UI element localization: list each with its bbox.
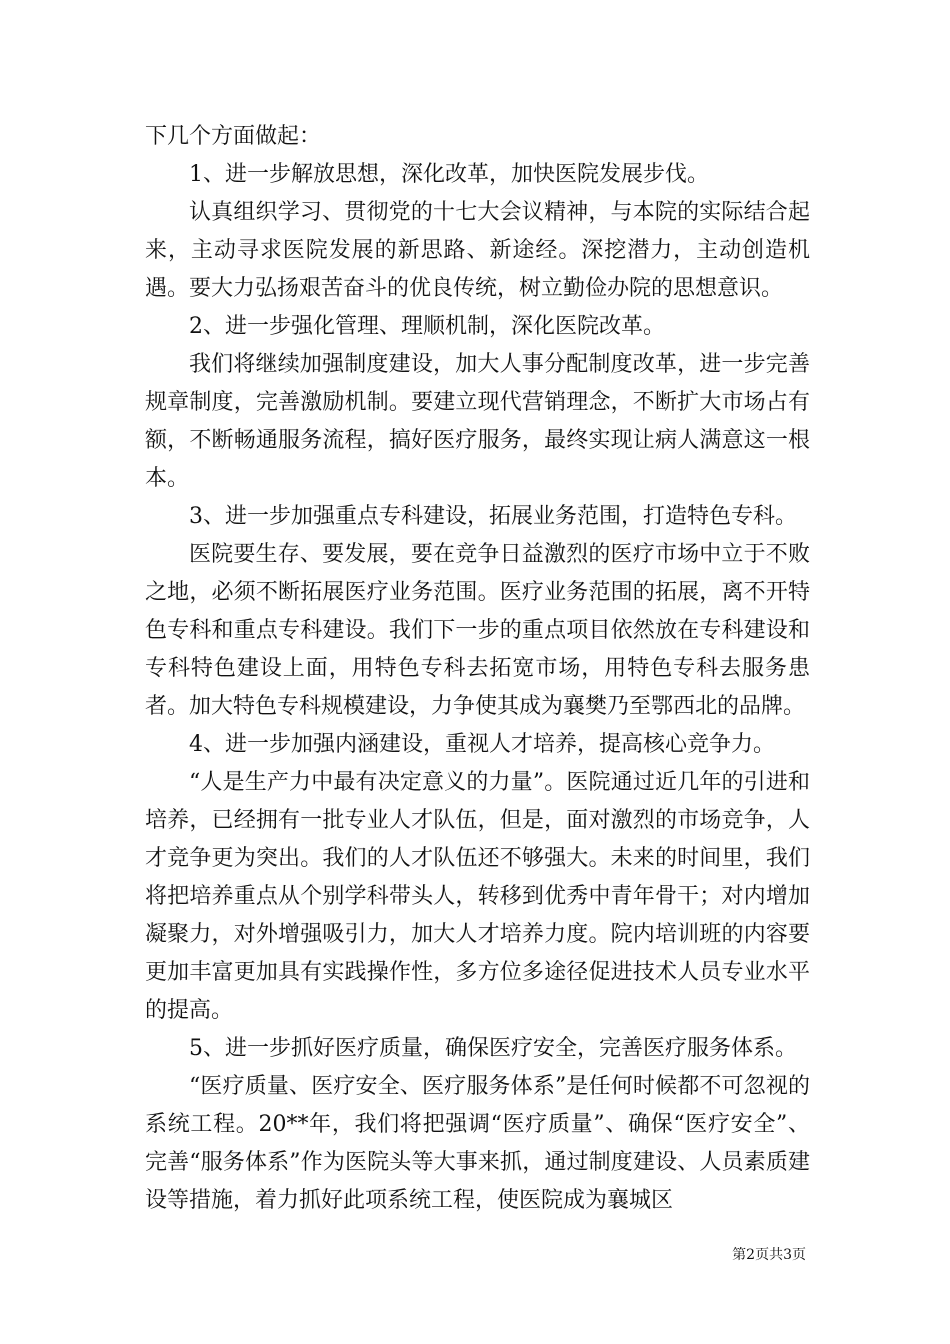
paragraph-item-5: “医疗质量、医疗安全、医疗服务体系”是任何时候都不可忽视的系统工程。20**年，我们将把强调“医疗质量”、确保“医疗安全”、完善“服务体系”作为医院头等大事来抓，通过制度建设、人员素质建设等措施，着力抓好此项系统工程，使医院成为襄城区: [145, 1074, 810, 1213]
heading-item-3: 3、进一步加强重点专科建设，拓展业务范围，打造特色专科。: [189, 504, 797, 529]
heading-item-1: 1、进一步解放思想，深化改革，加快医院发展步伐。: [189, 162, 709, 187]
paragraph-item-4: “人是生产力中最有决定意义的力量”。医院通过近几年的引进和培养，已经拥有一批专业人才队伍，但是，面对激烈的市场竞争，人才竞争更为突出。我们的人才队伍还不够强大。未来的时间里，我们将把培养重点从个别学科带头人，转移到优秀中青年骨干；对内增加凝聚力，对外增强吸引力，加大人才培养力度。院内培训班的内容要更加丰富更加具有实践操作性，多方位多途径促进技术人员专业水平的提高。: [145, 770, 810, 1023]
heading-item-5: 5、进一步抓好医疗质量，确保医疗安全，完善医疗服务体系。: [189, 1036, 797, 1061]
heading-item-4: 4、进一步加强内涵建设，重视人才培养，提高核心竞争力。: [189, 732, 775, 757]
paragraph-item-2: 我们将继续加强制度建设，加大人事分配制度改革，进一步完善规章制度，完善激励机制。要建立现代营销理念，不断扩大市场占有额，不断畅通服务流程，搞好医疗服务，最终实现让病人满意这一根本。: [145, 352, 810, 491]
paragraph-item-3: 医院要生存、要发展，要在竞争日益激烈的医疗市场中立于不败之地，必须不断拓展医疗业务范围。医疗业务范围的拓展，离不开特色专科和重点专科建设。我们下一步的重点项目依然放在专科建设和专科特色建设上面，用特色专科去拓宽市场，用特色专科去服务患者。加大特色专科规模建设，力争使其成为襄樊乃至鄂西北的品牌。: [145, 542, 810, 719]
paragraph-intro-continuation: 下几个方面做起：: [145, 124, 322, 149]
page-number-footer: 第2页共3页: [732, 1247, 806, 1263]
paragraph-item-1: 认真组织学习、贯彻党的十七大会议精神，与本院的实际结合起来，主动寻求医院发展的新思路、新途经。深挖潜力，主动创造机遇。要大力弘扬艰苦奋斗的优良传统，树立勤俭办院的思想意识。: [145, 200, 810, 301]
document-body: [145, 118, 810, 1220]
heading-item-2: 2、进一步强化管理、理顺机制，深化医院改革。: [189, 314, 665, 339]
